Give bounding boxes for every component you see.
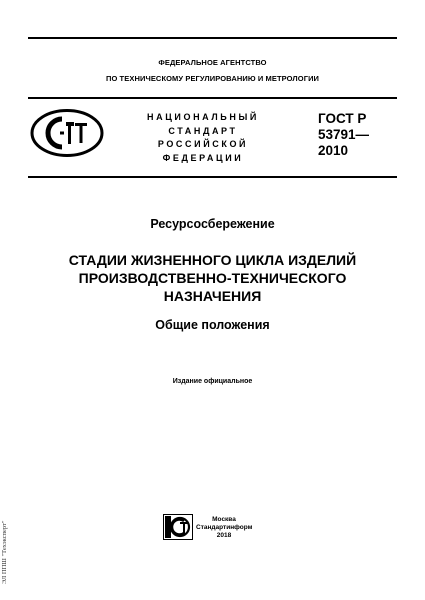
gost-designation-line-2: 53791— (318, 127, 370, 142)
main-title-line-1: СТАДИИ ЖИЗНЕННОГО ЦИКЛА ИЗДЕЛИЙ (68, 252, 357, 268)
edition-label: Издание официальное (172, 378, 253, 385)
agency-line-2: ПО ТЕХНИЧЕСКОМУ РЕГУЛИРОВАНИЮ И МЕТРОЛОГИИ (105, 74, 320, 83)
publisher-year: 2018 (216, 532, 232, 540)
top-rule (28, 37, 397, 39)
agency-line-1: ФЕДЕРАЛЬНОЕ АГЕНТСТВО (158, 58, 267, 67)
header-rule (28, 97, 397, 99)
publisher-city: Москва (212, 516, 236, 523)
header-bottom-rule (28, 176, 397, 178)
subtitle: Общие положения (155, 318, 270, 332)
main-title-line-3: НАЗНАЧЕНИЯ (163, 288, 262, 304)
national-standard-line-4: ФЕДЕРАЦИИ (162, 152, 244, 163)
national-standard-line-3: РОССИЙСКОЙ (157, 139, 249, 149)
gost-designation-line-3: 2010 (318, 143, 349, 158)
standartinform-logo-icon (163, 514, 193, 540)
side-note: ЭЛ ППШ "Техэксперт" (1, 520, 8, 584)
main-title-line-2: ПРОИЗВОДСТВЕННО-ТЕХНИЧЕСКОГО (78, 270, 347, 286)
rst-emblem-icon (30, 108, 104, 158)
gost-designation-line-1: ГОСТ Р (318, 111, 367, 126)
publisher-name: Стандартинформ (196, 524, 253, 532)
series-title: Ресурсосбережение (150, 217, 275, 231)
national-standard-line-1: НАЦИОНАЛЬНЫЙ (147, 112, 259, 122)
national-standard-line-2: СТАНДАРТ (168, 125, 238, 136)
publisher-block (196, 516, 252, 541)
